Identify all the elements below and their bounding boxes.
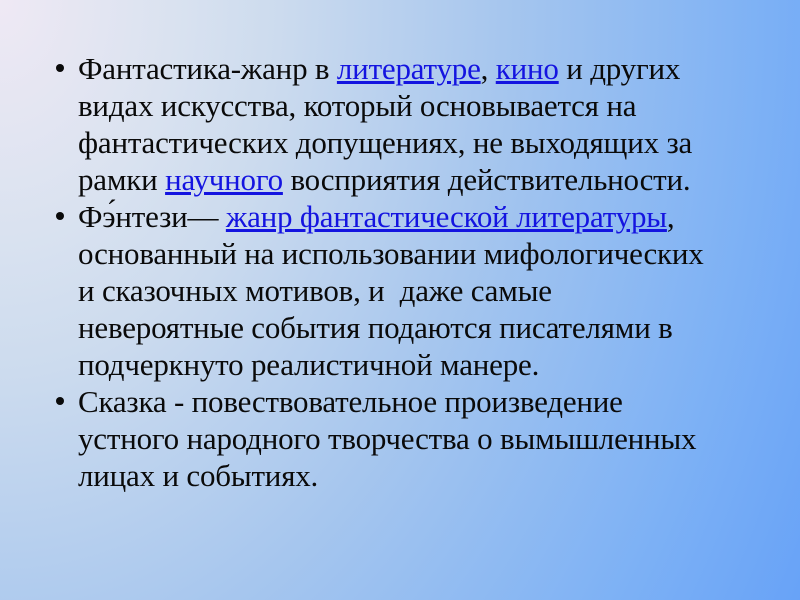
bullet-marker-icon <box>56 212 64 220</box>
text-segment: Фэ́нтези— <box>78 199 226 234</box>
bullet-item <box>54 383 764 494</box>
text-line <box>78 383 764 420</box>
text-segment: подчеркнуто реалистичной манере. <box>78 347 540 382</box>
hyperlink[interactable]: научного <box>165 162 283 197</box>
text-segment: рамки <box>78 162 166 197</box>
text-segment: Сказка - повествовательное произведение <box>78 384 623 419</box>
text-line <box>78 198 764 235</box>
bullet-item <box>54 50 764 198</box>
text-line <box>78 309 764 346</box>
bullet-list <box>54 50 764 494</box>
text-segment: видах искусства, который основывается на <box>78 88 637 123</box>
text-line <box>78 272 764 309</box>
text-line <box>78 87 764 124</box>
text-segment: фантастических допущениях, не выходящих за <box>78 125 693 160</box>
text-line <box>78 457 764 494</box>
hyperlink[interactable]: литературе <box>336 51 481 86</box>
text-segment: и сказочных мотивов, и даже самые <box>78 273 552 308</box>
text-segment: и других <box>558 51 681 86</box>
text-line <box>78 50 764 87</box>
bullet-marker-icon <box>56 64 64 72</box>
text-line <box>78 346 764 383</box>
text-segment: устного народного творчества о вымышленных <box>78 421 697 456</box>
text-segment: невероятные события подаются писателями в <box>78 310 673 345</box>
hyperlink[interactable]: кино <box>495 51 559 86</box>
bullet-marker-icon <box>56 397 64 405</box>
text-line <box>78 161 764 198</box>
text-line <box>78 235 764 272</box>
text-segment: , <box>480 51 496 86</box>
text-segment: основанный на использовании мифологических <box>78 236 704 271</box>
text-line <box>78 124 764 161</box>
text-segment: , <box>666 199 675 234</box>
text-line <box>78 420 764 457</box>
text-segment: восприятия действительности. <box>282 162 691 197</box>
hyperlink[interactable]: жанр фантастической литературы <box>225 199 667 234</box>
bullet-item <box>54 198 764 383</box>
text-segment: Фантастика-жанр в <box>78 51 337 86</box>
text-segment: лицах и событиях. <box>78 458 319 493</box>
